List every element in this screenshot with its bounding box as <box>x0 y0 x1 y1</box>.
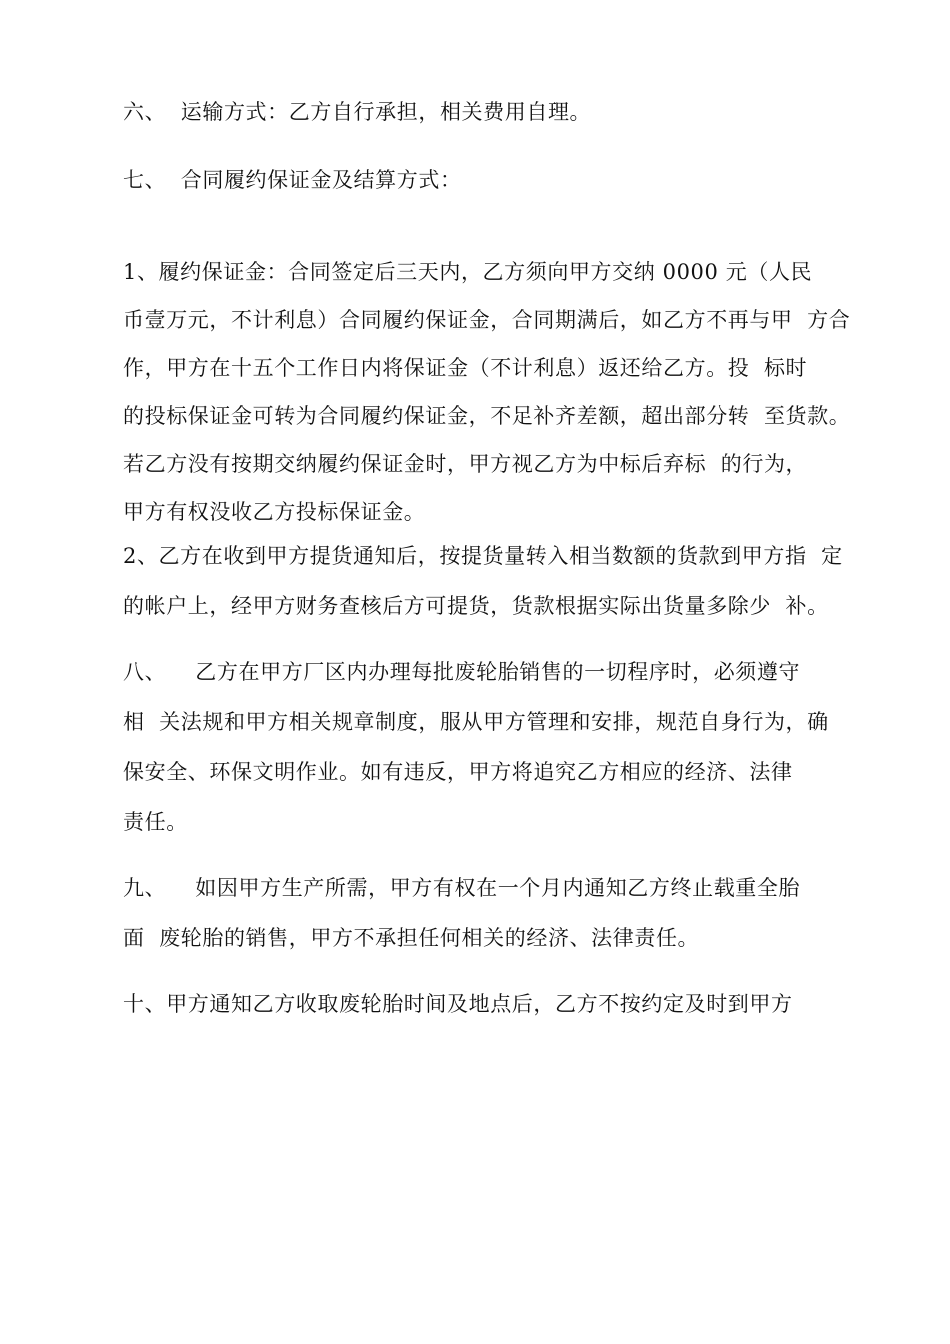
clause-7-1-line-3: 作，甲方在十五个工作日内将保证金（不计利息）返还给乙方。投 标时 <box>123 356 808 380</box>
clause-7-1-line-5: 若乙方没有按期交纳履约保证金时，甲方视乙方为中标后弃标 的行为， <box>123 452 808 476</box>
clause-9-line-2: 面 废轮胎的销售，甲方不承担任何相关的经济、法律责任。 <box>123 926 700 950</box>
clause-6-line: 六、 运输方式：乙方自行承担，相关费用自理。 <box>123 100 592 124</box>
clause-9-line-1: 九、 如因甲方生产所需，甲方有权在一个月内通知乙方终止载重全胎 <box>123 876 801 900</box>
clause-7-1-line-2: 币壹万元，不计利息）合同履约保证金，合同期满后，如乙方不再与甲 方合 <box>123 308 851 332</box>
clause-8-line-4: 责任。 <box>123 810 188 834</box>
clause-8-line-3: 保安全、环保文明作业。如有违反，甲方将追究乙方相应的经济、法律 <box>123 760 793 784</box>
clause-7-1-line-4: 的投标保证金可转为合同履约保证金，不足补齐差额，超出部分转 至货款。 <box>123 404 851 428</box>
clause-7-heading: 七、 合同履约保证金及结算方式： <box>123 168 462 192</box>
clause-8-line-2: 相 关法规和甲方相关规章制度，服从甲方管理和安排，规范自身行为，确 <box>123 710 829 734</box>
clause-10-line-1: 十、甲方通知乙方收取废轮胎时间及地点后，乙方不按约定及时到甲方 <box>123 992 793 1016</box>
clause-7-2-line-2: 的帐户上，经甲方财务查核后方可提货，货款根据实际出货量多除少 补。 <box>123 594 829 618</box>
clause-7-1-line-1: 1、履约保证金：合同签定后三天内，乙方须向甲方交纳 0000 元（人民 <box>123 260 813 284</box>
clause-8-line-1: 八、 乙方在甲方厂区内办理每批废轮胎销售的一切程序时，必须遵守 <box>123 660 801 684</box>
clause-7-2-line-1: 2、乙方在收到甲方提货通知后，按提货量转入相当数额的货款到甲方指 定 <box>123 544 843 568</box>
clause-7-1-line-6: 甲方有权没收乙方投标保证金。 <box>123 500 426 524</box>
